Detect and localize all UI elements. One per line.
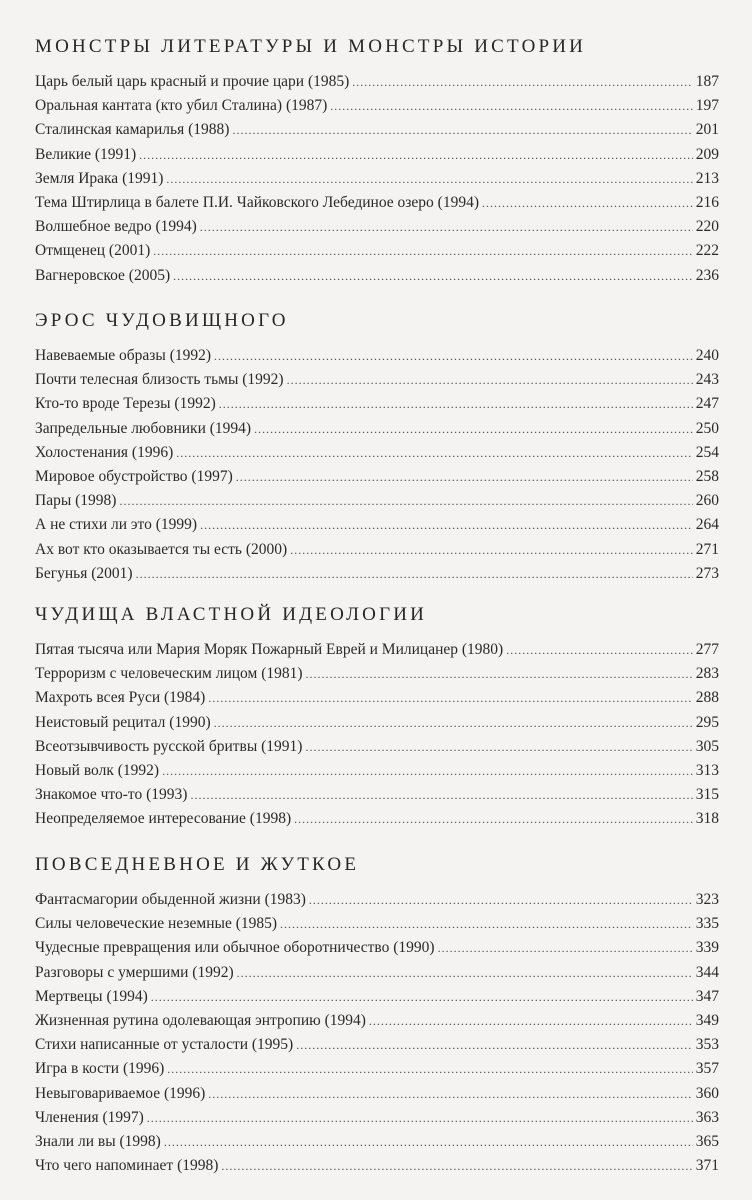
toc-entry	[35, 368, 719, 392]
entry-title: Вагнеровское (2005)	[35, 266, 171, 284]
entry-page-number: 273	[695, 564, 719, 582]
entry-title: Стихи написанные от усталости (1995)	[35, 1036, 294, 1054]
entry-title: Неопределяемое интересование (1998)	[35, 810, 292, 828]
dot-leader	[176, 441, 692, 465]
entry-page-number: 243	[695, 371, 719, 389]
toc-entry	[35, 1057, 719, 1081]
toc-entry	[35, 961, 719, 985]
dot-leader	[309, 888, 693, 912]
entry-title: Новый волк (1992)	[35, 761, 160, 779]
entry-title: Знакомое что-то (1993)	[35, 786, 188, 804]
entry-page-number: 258	[695, 467, 719, 485]
section-heading: ЧУДИЩА ВЛАСТНОЙ ИДЕОЛОГИИ	[35, 604, 428, 625]
entry-title: Холостенания (1996)	[35, 443, 174, 461]
dot-leader	[200, 513, 693, 537]
section-heading: МОНСТРЫ ЛИТЕРАТУРЫ И МОНСТРЫ ИСТОРИИ	[35, 36, 587, 57]
entry-title: Земля Ирака (1991)	[35, 169, 164, 187]
toc-entry	[35, 239, 719, 263]
entry-page-number: 277	[695, 641, 719, 658]
dot-leader	[164, 1130, 693, 1154]
dot-leader	[139, 143, 693, 167]
entry-title: Пары (1998)	[35, 492, 117, 510]
entry-page-number: 260	[695, 492, 719, 510]
entry-title: Неистовый рецитал (1990)	[35, 713, 211, 731]
entry-page-number: 213	[695, 169, 719, 187]
dot-leader	[219, 392, 693, 416]
toc-entry	[35, 985, 719, 1009]
toc-entry	[35, 513, 719, 537]
toc-entry	[35, 807, 719, 831]
entry-title: Невыговариваемое (1996)	[35, 1084, 206, 1102]
entry-page-number: 254	[695, 443, 719, 461]
dot-leader	[287, 368, 693, 392]
toc-entry	[35, 118, 719, 142]
entry-page-number: 288	[695, 689, 719, 707]
dot-leader	[330, 94, 692, 118]
entry-page-number: 240	[695, 347, 719, 364]
dot-leader	[369, 1009, 693, 1033]
dot-leader	[237, 961, 693, 985]
entry-page-number: 197	[695, 97, 719, 115]
entry-title: Мертвецы (1994)	[35, 987, 148, 1005]
entry-title: Фантасмагории обыденной жизни (1983)	[35, 891, 306, 908]
toc-entry	[35, 759, 719, 783]
dot-leader	[290, 538, 693, 562]
toc-entry	[35, 392, 719, 416]
entry-title: Что чего напоминает (1998)	[35, 1157, 219, 1175]
entry-title: Знали ли вы (1998)	[35, 1132, 161, 1150]
toc-entry	[35, 94, 719, 118]
toc-entry	[35, 70, 719, 94]
entry-page-number: 247	[695, 395, 719, 413]
dot-leader	[296, 1033, 693, 1057]
entry-title: Бегунья (2001)	[35, 564, 133, 582]
entry-title: Почти телесная близость тьмы (1992)	[35, 371, 284, 389]
entry-title: Ах вот кто оказывается ты есть (2000)	[35, 540, 288, 558]
dot-leader	[147, 1106, 693, 1130]
toc-entry	[35, 167, 719, 191]
entry-page-number: 357	[695, 1060, 719, 1078]
toc-entry	[35, 686, 719, 710]
toc-entries	[35, 888, 719, 1178]
toc-entry	[35, 1009, 719, 1033]
entry-page-number: 315	[695, 786, 719, 804]
toc-entries	[35, 70, 719, 288]
entry-title: А не стихи ли это (1999)	[35, 516, 198, 534]
entry-page-number: 305	[695, 737, 719, 755]
dot-leader	[482, 191, 693, 215]
entry-page-number: 201	[695, 121, 719, 139]
dot-leader	[214, 711, 693, 735]
entry-title: Сталинская камарилья (1988)	[35, 121, 230, 139]
dot-leader	[173, 264, 693, 288]
entry-page-number: 271	[695, 540, 719, 558]
toc-entry	[35, 191, 719, 215]
dot-leader	[232, 118, 692, 142]
entry-page-number: 264	[695, 516, 719, 534]
entry-title: Волшебное ведро (1994)	[35, 218, 197, 236]
entry-page-number: 347	[695, 987, 719, 1005]
toc-entry	[35, 783, 719, 807]
toc-entry	[35, 264, 719, 288]
toc-entry	[35, 465, 719, 489]
dot-leader	[162, 759, 693, 783]
entry-page-number: 323	[695, 891, 719, 908]
entry-title: Царь белый царь красный и прочие цари (1985)	[35, 73, 350, 90]
entry-title: Членения (1997)	[35, 1108, 144, 1126]
entry-page-number: 344	[695, 963, 719, 981]
dot-leader	[151, 985, 693, 1009]
entry-title: Навеваемые образы (1992)	[35, 347, 212, 364]
dot-leader	[200, 215, 693, 239]
entry-page-number: 360	[695, 1084, 719, 1102]
entry-title: Игра в кости (1996)	[35, 1060, 165, 1078]
dot-leader	[306, 662, 693, 686]
entry-page-number: 339	[695, 939, 719, 957]
entry-title: Всеотзывчивость русской бритвы (1991)	[35, 737, 303, 755]
dot-leader	[136, 562, 693, 586]
dot-leader	[190, 783, 692, 807]
dot-leader	[208, 1082, 692, 1106]
section-heading: ЭРОС ЧУДОВИЩНОГО	[35, 310, 289, 331]
toc-entries	[35, 344, 719, 586]
dot-leader	[236, 465, 693, 489]
toc-section-ideology	[35, 600, 719, 832]
toc-entry	[35, 662, 719, 686]
toc-entries	[35, 638, 719, 832]
dot-leader	[305, 735, 692, 759]
entry-title: Отмщенец (2001)	[35, 242, 151, 260]
toc-entry	[35, 538, 719, 562]
entry-title: Тема Штирлица в балете П.И. Чайковского Лебединое озеро (1994)	[35, 193, 479, 211]
entry-page-number: 216	[695, 193, 719, 211]
dot-leader	[167, 1057, 692, 1081]
entry-title: Мировое обустройство (1997)	[35, 467, 233, 485]
entry-title: Силы человеческие неземные (1985)	[35, 915, 278, 933]
dot-leader	[208, 686, 692, 710]
entry-page-number: 283	[695, 665, 719, 683]
toc-entry	[35, 562, 719, 586]
entry-page-number: 236	[695, 266, 719, 284]
dot-leader	[221, 1154, 692, 1178]
section-heading: ПОВСЕДНЕВНОЕ И ЖУТКОЕ	[35, 854, 360, 875]
toc-entry	[35, 936, 719, 960]
dot-leader	[438, 936, 693, 960]
toc-entry	[35, 1106, 719, 1130]
entry-page-number: 222	[695, 242, 719, 260]
dot-leader	[254, 417, 693, 441]
toc-entry	[35, 344, 719, 368]
toc-section-monsters-literature-history	[35, 32, 719, 288]
dot-leader	[214, 344, 693, 368]
toc-entry	[35, 711, 719, 735]
entry-title: Жизненная рутина одолевающая энтропию (1994)	[35, 1011, 366, 1029]
toc-entry	[35, 888, 719, 912]
toc-entry	[35, 1033, 719, 1057]
entry-page-number: 209	[695, 145, 719, 163]
toc-section-everyday	[35, 850, 719, 1178]
entry-title: Пятая тысяча или Мария Моряк Пожарный Еврей и Милицанер (1980)	[35, 641, 504, 658]
toc-entry	[35, 489, 719, 513]
entry-page-number: 371	[695, 1157, 719, 1175]
dot-leader	[153, 239, 692, 263]
toc-entry	[35, 735, 719, 759]
entry-page-number: 353	[695, 1036, 719, 1054]
dot-leader	[506, 638, 693, 662]
toc-entry	[35, 1130, 719, 1154]
dot-leader	[352, 70, 692, 94]
toc-entry	[35, 1154, 719, 1178]
entry-page-number: 187	[695, 73, 719, 90]
dot-leader	[166, 167, 692, 191]
entry-page-number: 365	[695, 1132, 719, 1150]
toc-entry	[35, 215, 719, 239]
toc-section-eros	[35, 306, 719, 586]
entry-title: Терроризм с человеческим лицом (1981)	[35, 665, 303, 683]
toc-entry	[35, 912, 719, 936]
entry-page-number: 335	[695, 915, 719, 933]
entry-title: Чудесные превращения или обычное оборотничество (1990)	[35, 939, 435, 957]
dot-leader	[280, 912, 693, 936]
toc-entry	[35, 638, 719, 662]
entry-page-number: 318	[695, 810, 719, 828]
entry-title: Кто-то вроде Терезы (1992)	[35, 395, 216, 413]
toc-entry	[35, 417, 719, 441]
entry-title: Запредельные любовники (1994)	[35, 419, 252, 437]
toc-entry	[35, 143, 719, 167]
entry-page-number: 363	[695, 1108, 719, 1126]
entry-page-number: 250	[695, 419, 719, 437]
entry-title: Великие (1991)	[35, 145, 137, 163]
dot-leader	[294, 807, 693, 831]
entry-page-number: 313	[695, 761, 719, 779]
toc-entry	[35, 1082, 719, 1106]
entry-title: Оральная кантата (кто убил Сталина) (1987)	[35, 97, 328, 115]
toc-entry	[35, 441, 719, 465]
entry-title: Махроть всея Руси (1984)	[35, 689, 206, 707]
entry-page-number: 349	[695, 1011, 719, 1029]
entry-page-number: 295	[695, 713, 719, 731]
entry-title: Разговоры с умершими (1992)	[35, 963, 234, 981]
dot-leader	[119, 489, 692, 513]
entry-page-number: 220	[695, 218, 719, 236]
